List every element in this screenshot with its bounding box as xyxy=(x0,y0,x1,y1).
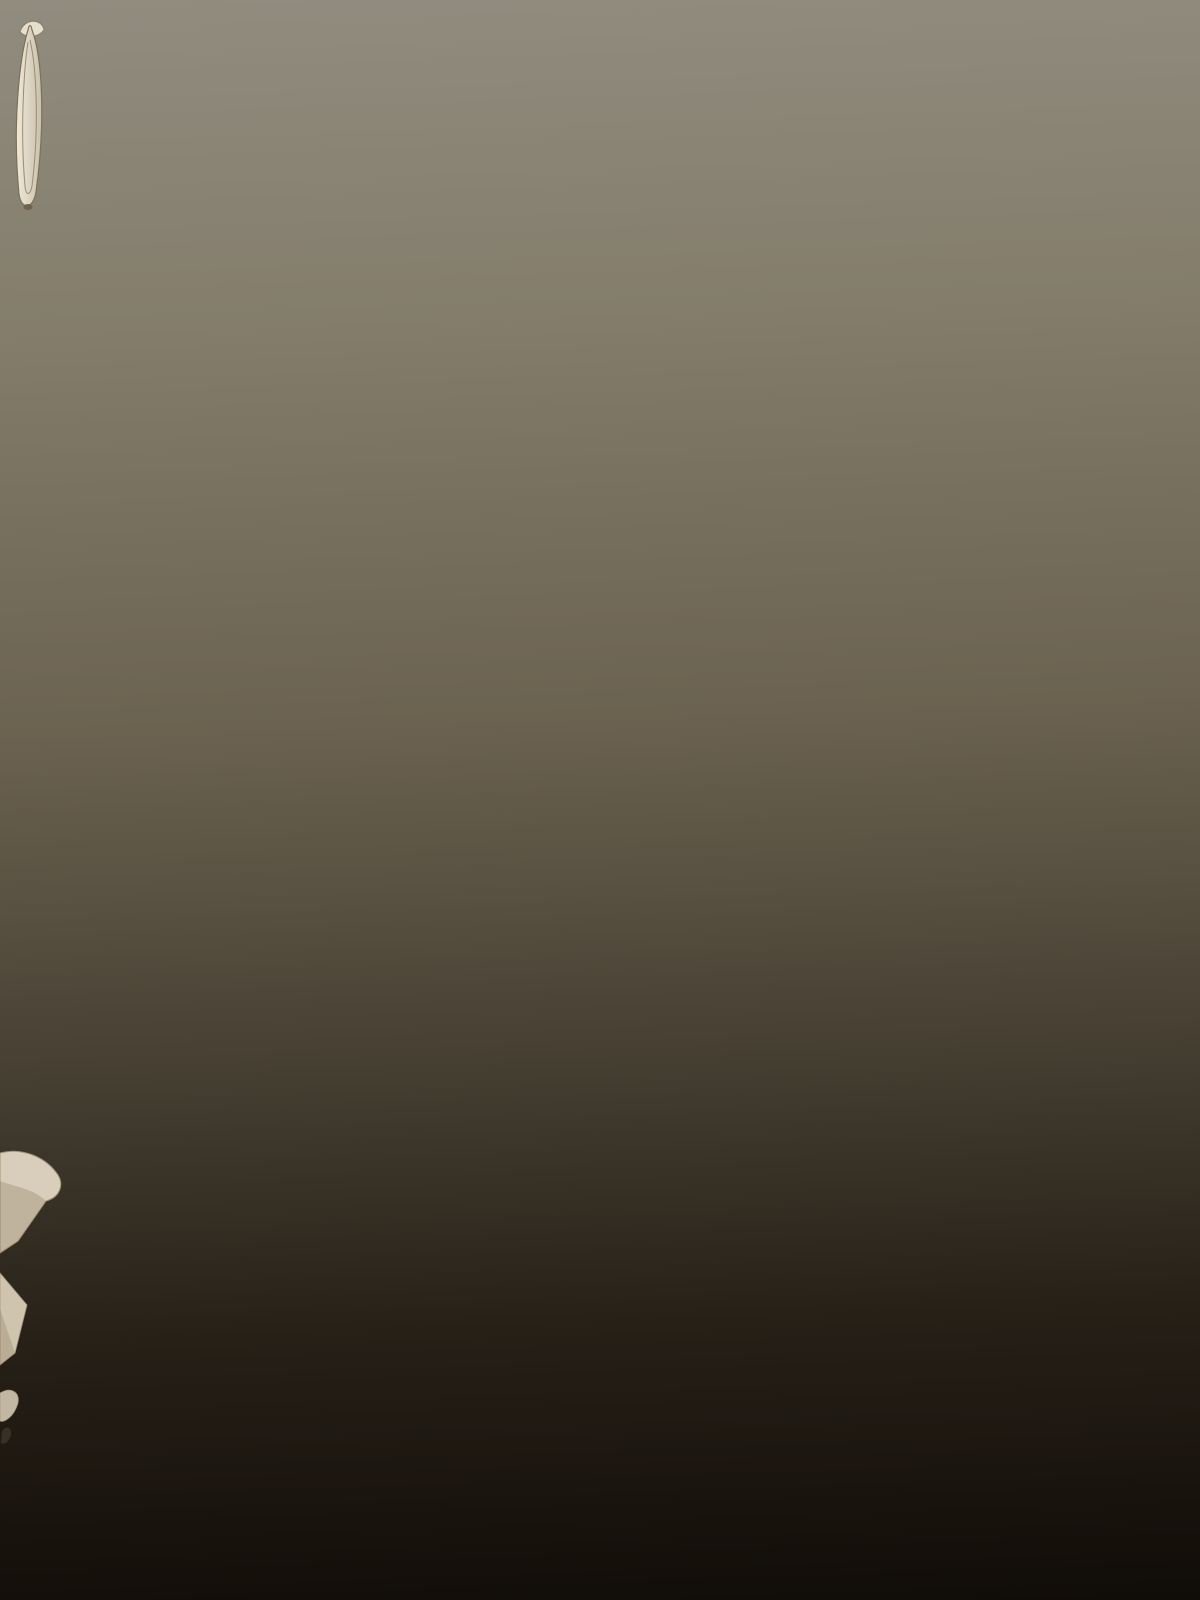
torn-paper-flap xyxy=(0,1095,100,1455)
binding-thread-icon xyxy=(0,10,70,240)
underlying-page-edge xyxy=(1060,0,1200,1600)
